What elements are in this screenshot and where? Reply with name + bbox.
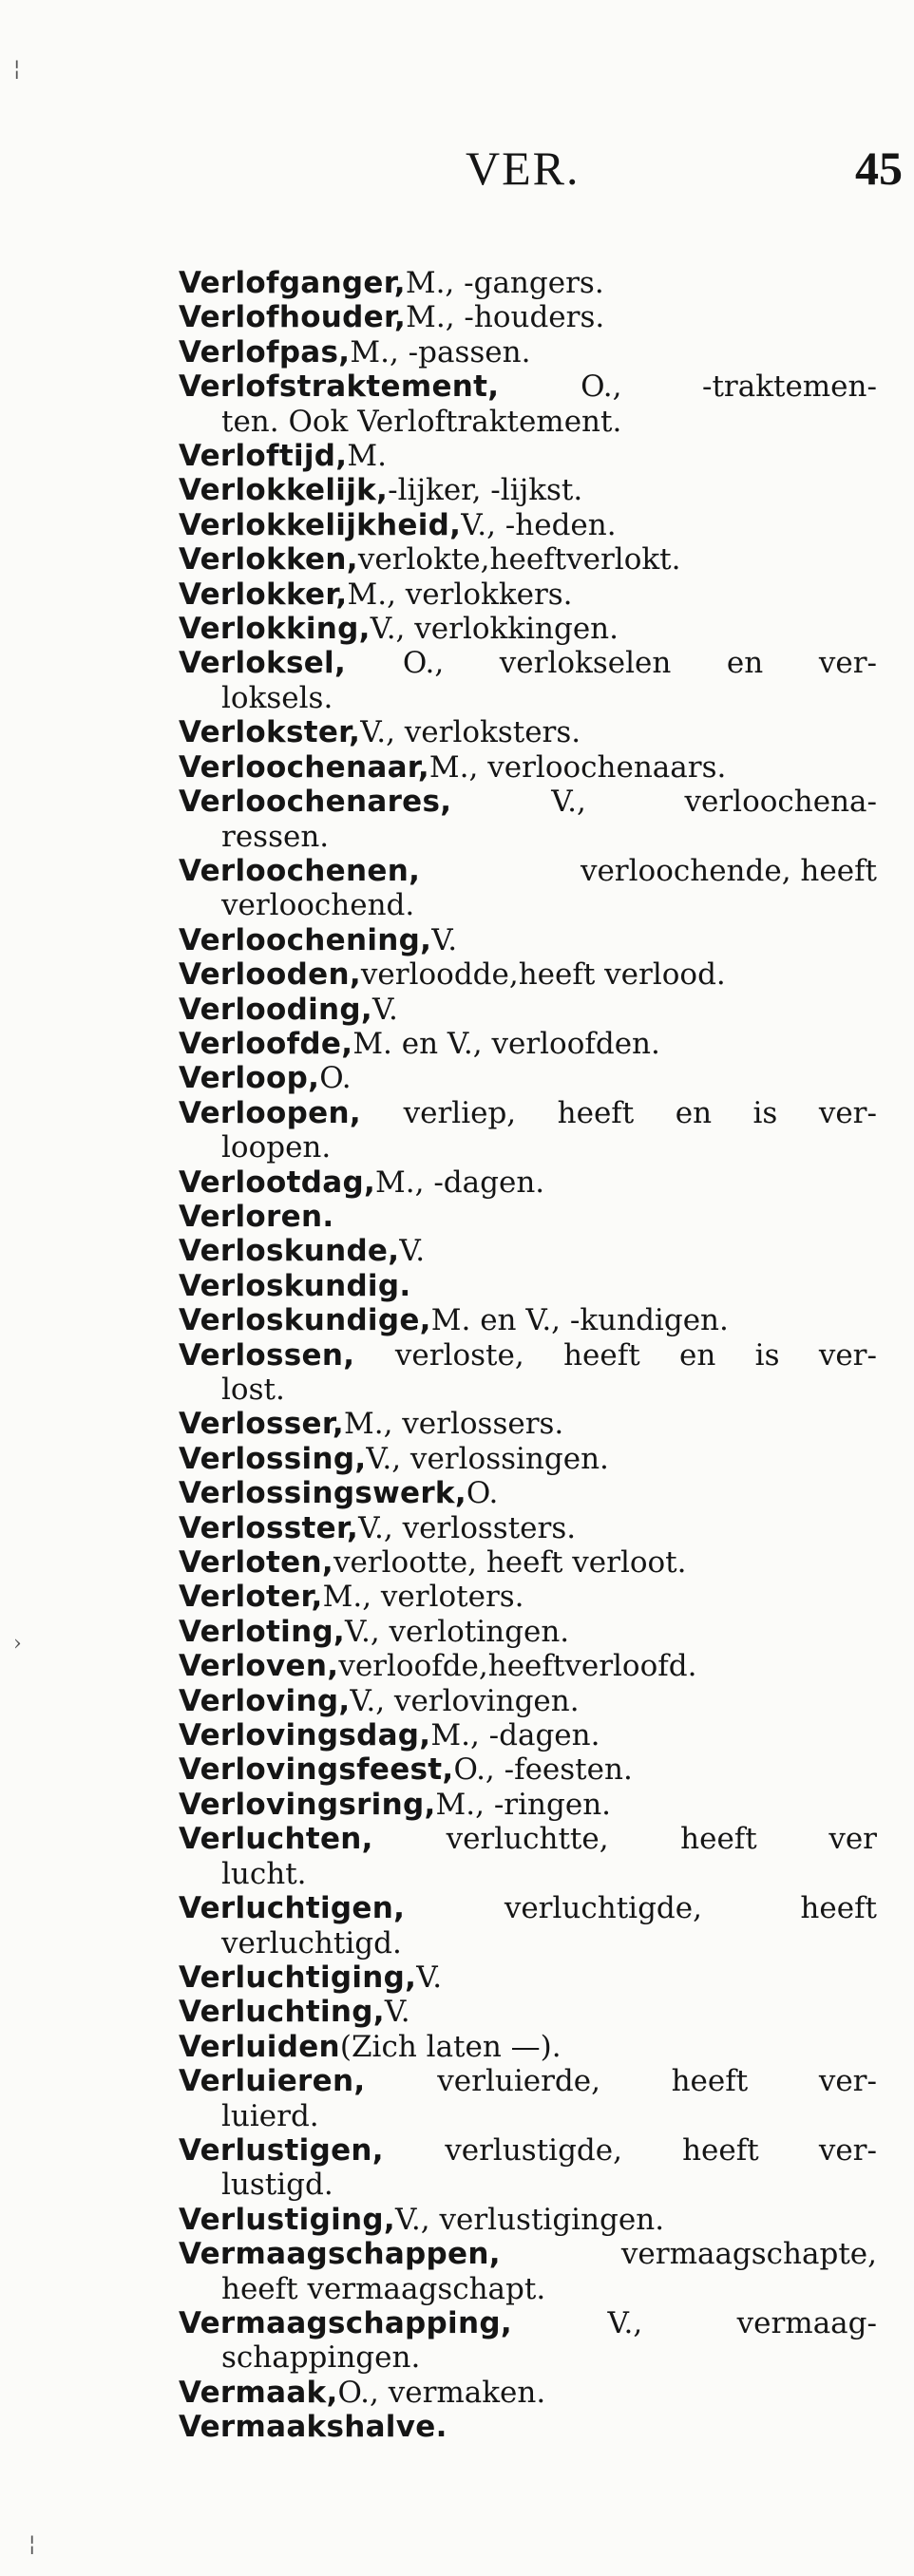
dictionary-entry [179, 369, 877, 439]
entry-headword: Verlofpas, [179, 334, 351, 369]
entry-headword: Verloting, [179, 1614, 346, 1649]
entry-headword: Vermaagschappen, [179, 2237, 511, 2272]
entry-text: verlokt. [566, 542, 681, 578]
entry-line [179, 439, 877, 473]
entry-headword: Verloter, [179, 1580, 323, 1615]
dictionary-entry [179, 1303, 877, 1337]
entry-continuation-line [179, 820, 877, 854]
dictionary-entry [179, 1096, 877, 1165]
entry-headword: Verlossing, [179, 1441, 367, 1476]
entry-line [179, 1269, 877, 1303]
entry-line [179, 1718, 877, 1752]
entry-text: M., -dagen. [375, 1165, 545, 1200]
entry-text: ver- [818, 1337, 877, 1373]
entry-headword: Verlovingsfeest, [179, 1752, 454, 1788]
entry-text: M. [347, 439, 387, 474]
entry-continuation-line [179, 888, 877, 922]
dictionary-entry [179, 2203, 877, 2237]
entry-headword: Verlossen, [179, 1337, 366, 1373]
entry-headword: Verloven, [179, 1649, 339, 1684]
entry-text: V. [431, 922, 458, 957]
dictionary-entry [179, 646, 877, 715]
entry-text: heeft [671, 2064, 758, 2099]
entry-text: M., verlokkers. [347, 577, 573, 612]
entry-headword: Verloochenares, [179, 785, 463, 820]
dictionary-entry [179, 542, 877, 577]
entry-headword: Verlustigen, [179, 2132, 394, 2168]
entry-text: M., -passen. [350, 334, 531, 369]
dictionary-entry [179, 1442, 877, 1476]
entry-text: V., [607, 2305, 653, 2340]
entry-text: V., verlossingen. [366, 1441, 609, 1476]
dictionary-entry [179, 1027, 877, 1061]
entry-headword: Vermaakshalve. [179, 2410, 447, 2445]
entry-text: verluchtte, [446, 1822, 619, 1857]
entry-line [179, 715, 877, 749]
entry-text: verliep, [403, 1095, 526, 1130]
entry-text: verloofd. [564, 1649, 697, 1684]
entry-line [179, 542, 877, 577]
entry-continuation-line [179, 1130, 877, 1165]
dictionary-entry [179, 785, 877, 854]
entry-text: ver- [818, 2132, 877, 2168]
entry-text: ver [828, 1822, 877, 1857]
entry-text: M., verloters. [322, 1580, 524, 1615]
entry-line [179, 612, 877, 646]
entry-line [179, 335, 877, 369]
entry-continuation-line [179, 681, 877, 715]
dictionary-entry [179, 1718, 877, 1752]
entry-text: en [675, 1095, 721, 1130]
entry-headword: Verloren. [179, 1199, 334, 1234]
entry-text: verluierde, [437, 2064, 610, 2099]
entry-text: verlokselen [499, 646, 681, 681]
entry-text: verluchtigde, [504, 1891, 712, 1926]
entry-line [179, 1407, 877, 1441]
entry-line [179, 785, 877, 819]
entry-text: V., [551, 785, 596, 820]
entry-line [179, 1061, 877, 1095]
entry-line [179, 1338, 877, 1373]
entry-text: ressen. [221, 819, 330, 854]
entry-line [179, 1545, 877, 1580]
dictionary-entry [179, 439, 877, 473]
entry-text: V. [371, 992, 398, 1027]
dictionary-entry [179, 854, 877, 923]
dictionary-entry [179, 612, 877, 646]
dictionary-entry [179, 1649, 877, 1683]
entry-line [179, 750, 877, 785]
entry-line [179, 646, 877, 680]
entry-line [179, 1027, 877, 1061]
entry-text: en [726, 646, 773, 681]
entry-text: V., verlotingen. [345, 1614, 570, 1649]
entry-text: schappingen. [221, 2340, 421, 2376]
entry-text: verloodde, [360, 957, 519, 993]
entry-text: O., [402, 646, 454, 681]
entry-text: verluchtigd. [221, 1925, 402, 1960]
dictionary-entry [179, 1891, 877, 1960]
entry-text: loksels. [221, 680, 333, 715]
dictionary-entry [179, 1234, 877, 1268]
entry-headword: Verloochenen, [179, 853, 431, 888]
entry-text: verloste, [394, 1337, 534, 1373]
dictionary-entry [179, 1269, 877, 1303]
dictionary-entry [179, 1165, 877, 1200]
entry-continuation-line [179, 2099, 877, 2133]
dictionary-entry [179, 1338, 877, 1408]
dictionary-entry [179, 2133, 877, 2203]
entry-headword: Vermaak, [179, 2375, 338, 2410]
dictionary-entry [179, 1615, 877, 1649]
entry-continuation-line [179, 1373, 877, 1407]
entry-headword: Verlossingswerk, [179, 1476, 467, 1511]
entry-text: heeft [489, 542, 567, 578]
entry-headword: Verlosster, [179, 1510, 359, 1545]
entry-text: O., -feesten. [453, 1752, 633, 1788]
entry-headword: Verloop, [179, 1061, 320, 1096]
entry-text: heeft [680, 1822, 767, 1857]
entry-text: V. [416, 1960, 443, 1995]
entry-headword: Verluiden [179, 2029, 340, 2064]
entry-headword: Verluchtigen, [179, 1891, 416, 1926]
entry-line [179, 854, 877, 888]
entry-text: is [752, 1095, 788, 1130]
dictionary-entry [179, 300, 877, 334]
entry-text: verloofde, [338, 1649, 488, 1684]
entry-text: ten. Ook Verloftraktement. [221, 404, 622, 439]
dictionary-entry [179, 1545, 877, 1580]
entry-text: V., -heden. [461, 507, 617, 542]
entry-text: -traktemen- [701, 369, 877, 405]
entry-text: vermaagschapte, [620, 2237, 877, 2272]
entry-text: verlokte, [357, 542, 490, 578]
entry-headword: Verluchtiging, [179, 1960, 417, 1995]
dictionary-entry [179, 993, 877, 1027]
entry-text: M., -gangers. [405, 266, 604, 300]
entry-line [179, 1960, 877, 1995]
entry-headword: Verloopen, [179, 1095, 371, 1130]
entry-continuation-line [179, 2340, 877, 2375]
entry-text: heeft [682, 2132, 769, 2168]
entry-text: M. en V., verloofden. [352, 1026, 660, 1061]
entry-headword: Verluieren, [179, 2064, 376, 2099]
entry-text: luierd. [221, 2098, 319, 2133]
entry-line [179, 1096, 877, 1130]
dictionary-entry [179, 1788, 877, 1822]
entry-text: loopen. [221, 1130, 332, 1165]
dictionary-entry [179, 335, 877, 369]
running-head: VER. [466, 142, 581, 195]
entry-line [179, 1580, 877, 1614]
entry-headword: Verlustiging, [179, 2202, 395, 2237]
entry-line [179, 923, 877, 957]
entry-headword: Vermaagschapping, [179, 2305, 523, 2340]
entry-line [179, 1511, 877, 1545]
entry-text: is [754, 1337, 790, 1373]
dictionary-entry [179, 715, 877, 749]
dictionary-entry [179, 1752, 877, 1787]
dictionary-entry [179, 2410, 877, 2444]
entry-text: -lijker, -lijkst. [388, 473, 583, 508]
entry-text: verlootte, heeft verloot. [333, 1545, 687, 1581]
entry-line [179, 1615, 877, 1649]
entry-text: verlustigde, [445, 2132, 632, 2168]
entry-line [179, 1200, 877, 1234]
entry-line [179, 1788, 877, 1822]
entry-line [179, 1891, 877, 1925]
entry-line [179, 957, 877, 992]
dictionary-entry [179, 750, 877, 785]
entry-headword: Verloochenaar, [179, 749, 429, 785]
entry-line [179, 300, 877, 334]
dictionary-entry [179, 2376, 877, 2410]
entry-text: O., vermaken. [337, 2375, 546, 2410]
entry-text: heeft verlood. [518, 957, 726, 993]
entry-text: M. en V., -kundigen. [430, 1303, 729, 1338]
entry-text: M., verlossers. [343, 1407, 564, 1442]
margin-mark-middle: › [13, 1632, 22, 1656]
entry-headword: Verloskunde, [179, 1234, 400, 1269]
entry-text: O., [581, 369, 632, 405]
entry-text: V. [399, 1234, 426, 1269]
entry-line [179, 993, 877, 1027]
entry-text: M., -houders. [406, 300, 605, 335]
dictionary-entry [179, 1511, 877, 1545]
entry-line [179, 1649, 877, 1683]
entry-continuation-line [179, 2168, 877, 2202]
entry-line [179, 2203, 877, 2237]
entry-line [179, 578, 877, 612]
entry-text: ver- [818, 2064, 877, 2099]
dictionary-entry [179, 957, 877, 992]
entry-line [179, 1752, 877, 1787]
entry-headword: Verlokkelijkheid, [179, 507, 462, 542]
entry-headword: Verloten, [179, 1545, 333, 1581]
entry-headword: Verlokkelijk, [179, 473, 389, 508]
entry-headword: Verlovingsdag, [179, 1718, 431, 1753]
entry-line [179, 1822, 877, 1856]
entry-text: M., -dagen. [430, 1718, 600, 1753]
entry-headword: Verlokker, [179, 577, 348, 612]
entry-headword: Verloskundig. [179, 1268, 411, 1303]
entry-headword: Verlootdag, [179, 1165, 376, 1200]
dictionary-entry [179, 1200, 877, 1234]
entry-text: V., verlustigingen. [394, 2202, 665, 2237]
entry-continuation-line [179, 405, 877, 439]
dictionary-entry [179, 1407, 877, 1441]
entry-text: verloochend. [221, 888, 415, 923]
entry-line [179, 1303, 877, 1337]
entry-text: M., verloochenaars. [428, 749, 727, 785]
entry-line [179, 1476, 877, 1510]
entry-headword: Verlokster, [179, 715, 361, 750]
entry-headword: Verlovingsring, [179, 1787, 436, 1822]
entry-line [179, 473, 877, 507]
entry-line [179, 508, 877, 542]
entry-text: heeft [557, 1095, 644, 1130]
dictionary-entry [179, 1960, 877, 1995]
dictionary-entry [179, 266, 877, 300]
entry-headword: Verloftijd, [179, 439, 348, 474]
entry-line [179, 1684, 877, 1718]
entry-line [179, 2306, 877, 2340]
entry-line [179, 2376, 877, 2410]
entry-headword: Verlokken, [179, 542, 358, 578]
dictionary-entry [179, 1061, 877, 1095]
entry-line [179, 2410, 877, 2444]
entry-text: V., verlossters. [358, 1510, 577, 1545]
entry-text: V., verlokkingen. [370, 612, 619, 647]
margin-mark-top: ¦ [13, 57, 21, 81]
entry-headword: Verluchten, [179, 1822, 384, 1857]
page-number: 45 [855, 142, 903, 195]
entry-headword: Verloksel, [179, 646, 357, 681]
dictionary-entry [179, 1476, 877, 1510]
entry-list [179, 266, 877, 2445]
entry-headword: Verluchting, [179, 1995, 385, 2030]
entry-text: heeft [487, 1649, 565, 1684]
dictionary-entry [179, 473, 877, 507]
entry-text: heeft [800, 1891, 877, 1926]
dictionary-entry [179, 2306, 877, 2376]
entry-line [179, 2064, 877, 2098]
entry-headword: Verlofhouder, [179, 300, 407, 335]
entry-headword: Verlooding, [179, 992, 372, 1027]
entry-headword: Verloskundige, [179, 1303, 431, 1338]
entry-text: (Zich laten —). [339, 2029, 562, 2064]
dictionary-entry [179, 2064, 877, 2133]
entry-headword: Verloving, [179, 1683, 351, 1718]
dictionary-entry [179, 2030, 877, 2064]
entry-line [179, 2030, 877, 2064]
entry-text: O. [466, 1476, 499, 1511]
entry-continuation-line [179, 2272, 877, 2306]
entry-text: V., verloksters. [360, 715, 581, 750]
entry-text: vermaag- [736, 2305, 877, 2340]
entry-headword: Verloofde, [179, 1026, 353, 1061]
entry-continuation-line [179, 1926, 877, 1960]
entry-text: heeft [563, 1337, 650, 1373]
entry-text: heeft vermaagschapt. [221, 2271, 546, 2306]
entry-text: lustigd. [221, 2168, 333, 2203]
dictionary-entry [179, 1995, 877, 2029]
entry-text: en [679, 1337, 726, 1373]
dictionary-entry [179, 923, 877, 957]
entry-text: verloochende, heeft [580, 853, 877, 888]
dictionary-entry [179, 1580, 877, 1614]
entry-line [179, 1165, 877, 1200]
entry-line [179, 2133, 877, 2168]
dictionary-entry [179, 508, 877, 542]
entry-line [179, 1442, 877, 1476]
entry-text: V. [384, 1995, 410, 2030]
entry-line [179, 2237, 877, 2271]
entry-line [179, 369, 877, 404]
entry-headword: Verlokking, [179, 612, 371, 647]
entry-text: lucht. [221, 1856, 307, 1891]
entry-headword: Verlosser, [179, 1407, 344, 1442]
dictionary-entry [179, 578, 877, 612]
entry-line [179, 266, 877, 300]
entry-text: ver- [818, 1095, 877, 1130]
dictionary-entry [179, 1822, 877, 1891]
entry-headword: Verlooden, [179, 957, 361, 993]
entry-headword: Verloochening, [179, 922, 432, 957]
entry-text: verloochena- [684, 785, 877, 820]
entry-continuation-line [179, 1857, 877, 1891]
entry-headword: Verlofstraktement, [179, 369, 510, 405]
entry-text: O. [319, 1061, 352, 1096]
entry-text: V., verlovingen. [350, 1683, 580, 1718]
entry-text: lost. [221, 1373, 285, 1407]
entry-headword: Verlofganger, [179, 266, 406, 300]
margin-mark-bottom: ¦ [29, 2532, 36, 2556]
entry-line [179, 1995, 877, 2029]
entry-line [179, 1234, 877, 1268]
entry-text: M., -ringen. [435, 1787, 612, 1822]
dictionary-entry [179, 1684, 877, 1718]
entry-text: ver- [818, 646, 877, 681]
dictionary-entry [179, 2237, 877, 2306]
